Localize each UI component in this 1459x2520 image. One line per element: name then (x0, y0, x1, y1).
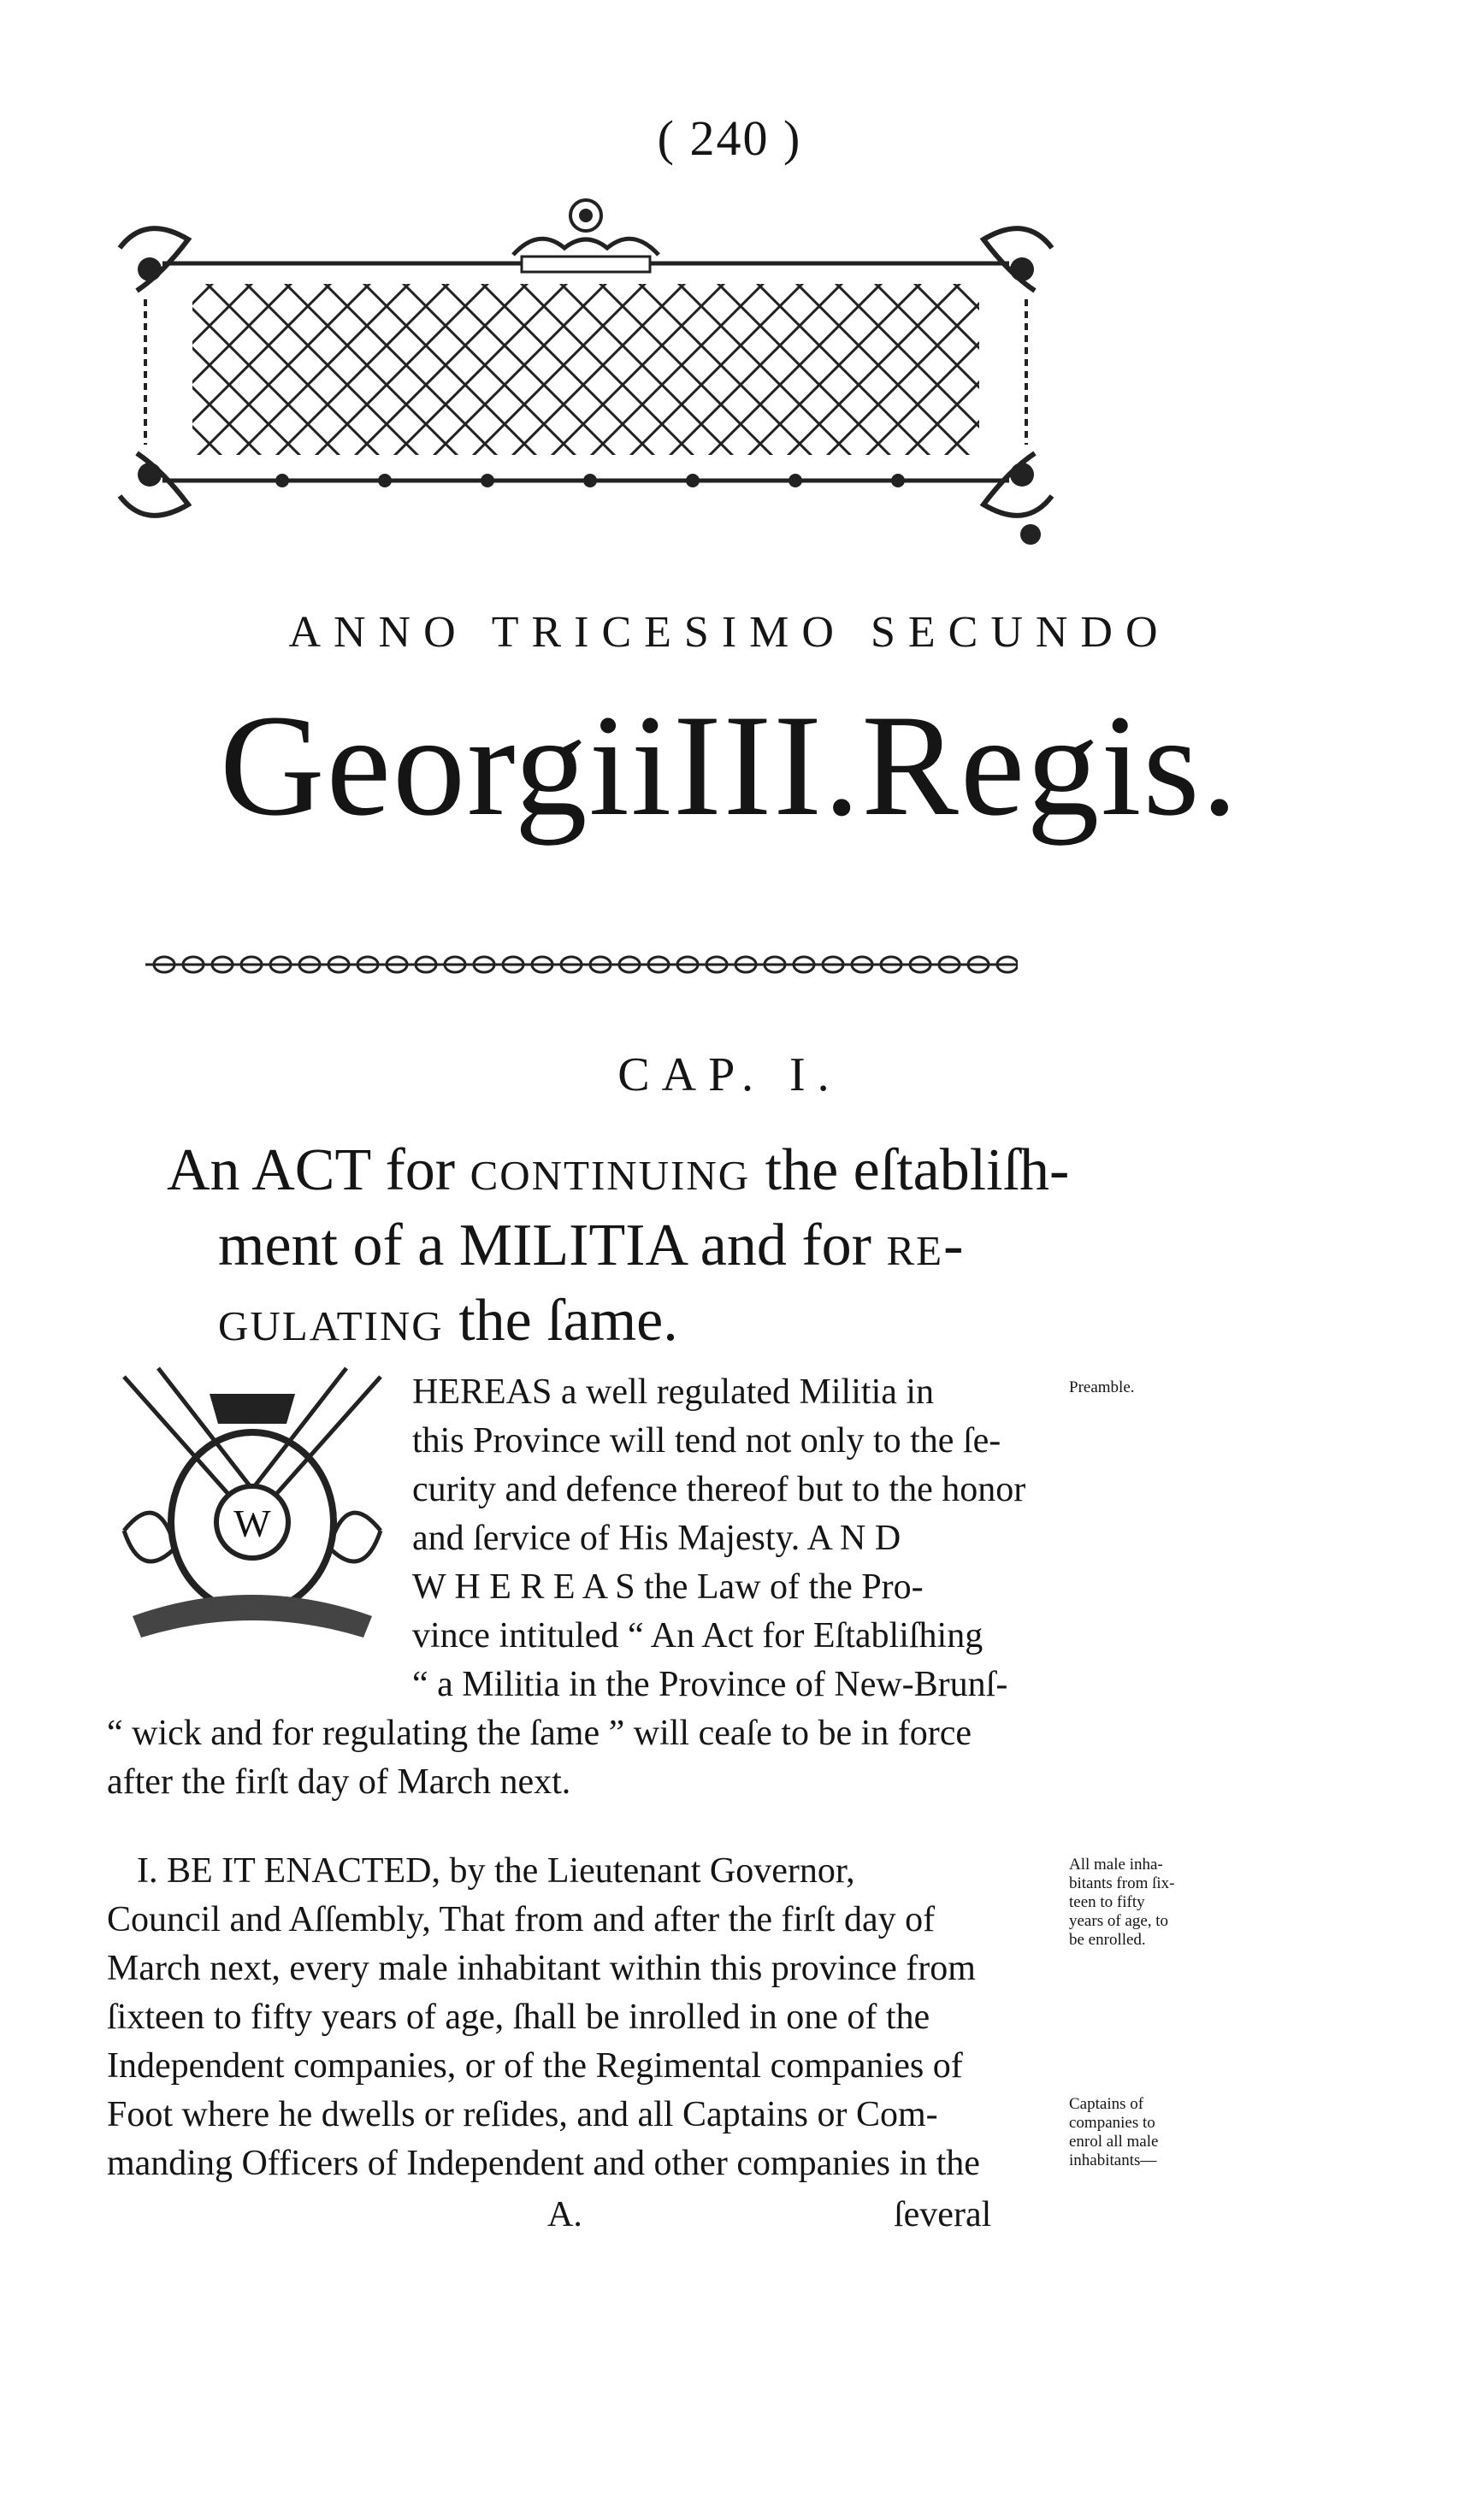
preamble-line: after the firſt day of March next. (107, 1762, 571, 1802)
preamble-line: “ wick and for regulating the ſame ” will ceaſe to be in force (107, 1714, 972, 1753)
section-line: I. BE IT ENACTED, by the Lieutenant Governor, (137, 1851, 855, 1891)
crown-ornament-icon (513, 200, 659, 272)
section-line: ſixteen to fifty years of age, ſhall be inrolled in one of the (107, 1998, 930, 2037)
preamble-line: this Province will tend not only to the ſe- (412, 1421, 1001, 1461)
anno-heading: ANNO TRICESIMO SECUNDO (288, 608, 1171, 657)
section-line: Council and Aſſembly, That from and after the firſt day of (107, 1900, 936, 1939)
margin-note-captains: Captains of companies to enrol all male inhabitants— (1069, 2095, 1159, 2169)
margin-note-preamble: Preamble. (1069, 1378, 1135, 1396)
ornamental-rule (145, 949, 1018, 980)
preamble-line: and ſervice of His Majesty. A N D (412, 1519, 901, 1558)
preamble-line: W H E R E A S the Law of the Pro- (412, 1567, 924, 1607)
page-number: ( 240 ) (657, 110, 802, 166)
regis-heading: GeorgiiIII.Regis. (219, 685, 1240, 846)
decorated-initial-w (107, 1360, 398, 1650)
chapter-heading: CAP. I. (617, 1048, 842, 1101)
preamble-line: “ a Militia in the Province of New-Brunſ- (412, 1665, 1008, 1704)
act-title-line-2: ment of a MILITIA and for re- (218, 1213, 966, 1278)
signature-mark: A. (547, 2195, 582, 2234)
section-line: Foot where he dwells or reſides, and all Captains or Com- (107, 2095, 938, 2134)
act-title-line-3: gulating the ſame. (218, 1288, 678, 1354)
preamble-line: HEREAS a well regulated Militia in (412, 1372, 935, 1412)
section-line: Independent companies, or of the Regimental companies of (107, 2046, 963, 2086)
margin-note-inhabitants: All male inha- bitants from ſix- teen to fifty years of age, to be enrolled. (1069, 1856, 1175, 1949)
svg-text:W: W (233, 1502, 271, 1545)
act-title (167, 1133, 1193, 1359)
catchword: ſeveral (894, 2195, 992, 2234)
section-line: March next, every male inhabitant within this province from (107, 1949, 976, 1988)
headpiece-ornament (111, 188, 1060, 547)
act-title-line-1: An ACT for continuing the eſtabliſh- (167, 1137, 1070, 1203)
preamble-line: vince intituled “ An Act for Eſtabliſhing (412, 1616, 983, 1655)
section-line: manding Officers of Independent and other companies in the (107, 2144, 980, 2183)
preamble-line: curity and defence thereof but to the honor (412, 1470, 1026, 1509)
